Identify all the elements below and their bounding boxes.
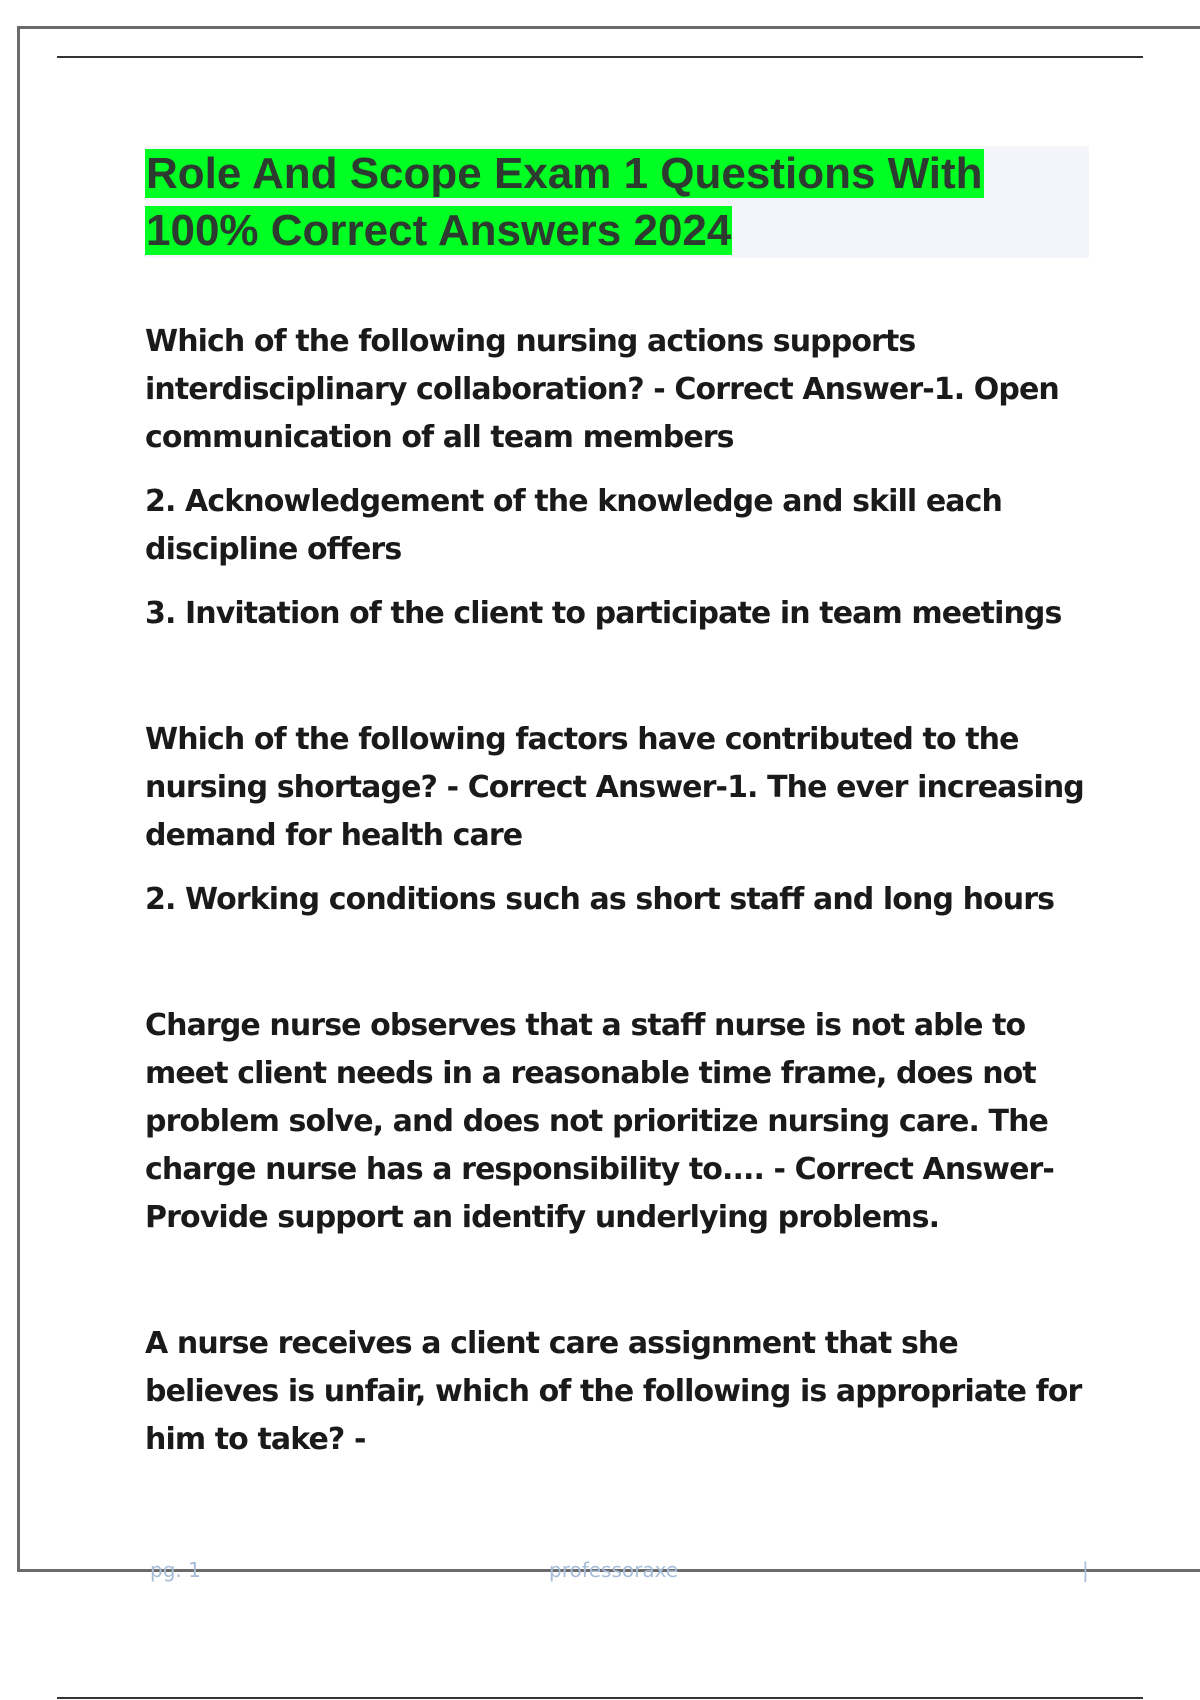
footer-separator: |: [1082, 1558, 1089, 1582]
answer-item: 2. Working conditions such as short staff and long hours: [145, 882, 1055, 917]
bottom-rule: [57, 1697, 1143, 1699]
qa-item: [145, 1002, 1095, 1242]
qa-item: [145, 318, 1095, 638]
qa-item: [145, 716, 1095, 924]
header-rule: [57, 56, 1143, 58]
question-text: Charge nurse observes that a staff nurse is not able to meet client needs in a reasonable time frame, does not problem solve, and does not prioritize nursing care. The charge nurse has a responsibility to.... - Correct Answer-Provide support an identify underlying problems.: [145, 1008, 1054, 1235]
answer-item: 3. Invitation of the client to participate in team meetings: [145, 596, 1062, 631]
question-text: Which of the following nursing actions supports interdisciplinary collaboration? - Correct Answer-1. Open communication of all team members: [145, 324, 1059, 455]
title-line-1: Role And Scope Exam 1 Questions With: [146, 149, 983, 198]
document-body: [145, 318, 1095, 1542]
document-title: [145, 145, 1089, 259]
question-text: A nurse receives a client care assignment that she believes is unfair, which of the following is appropriate for him to take? -: [145, 1326, 1082, 1457]
qa-item: [145, 1320, 1095, 1464]
title-line-2: 100% Correct Answers 2024: [146, 206, 732, 255]
question-text: Which of the following factors have contributed to the nursing shortage? - Correct Answer-1. The ever increasing demand for health care: [145, 722, 1084, 853]
answer-item: 2. Acknowledgement of the knowledge and skill each discipline offers: [145, 484, 1002, 567]
footer-page-number: pg. 1: [150, 1558, 201, 1582]
footer-author: professoraxe: [549, 1558, 679, 1582]
